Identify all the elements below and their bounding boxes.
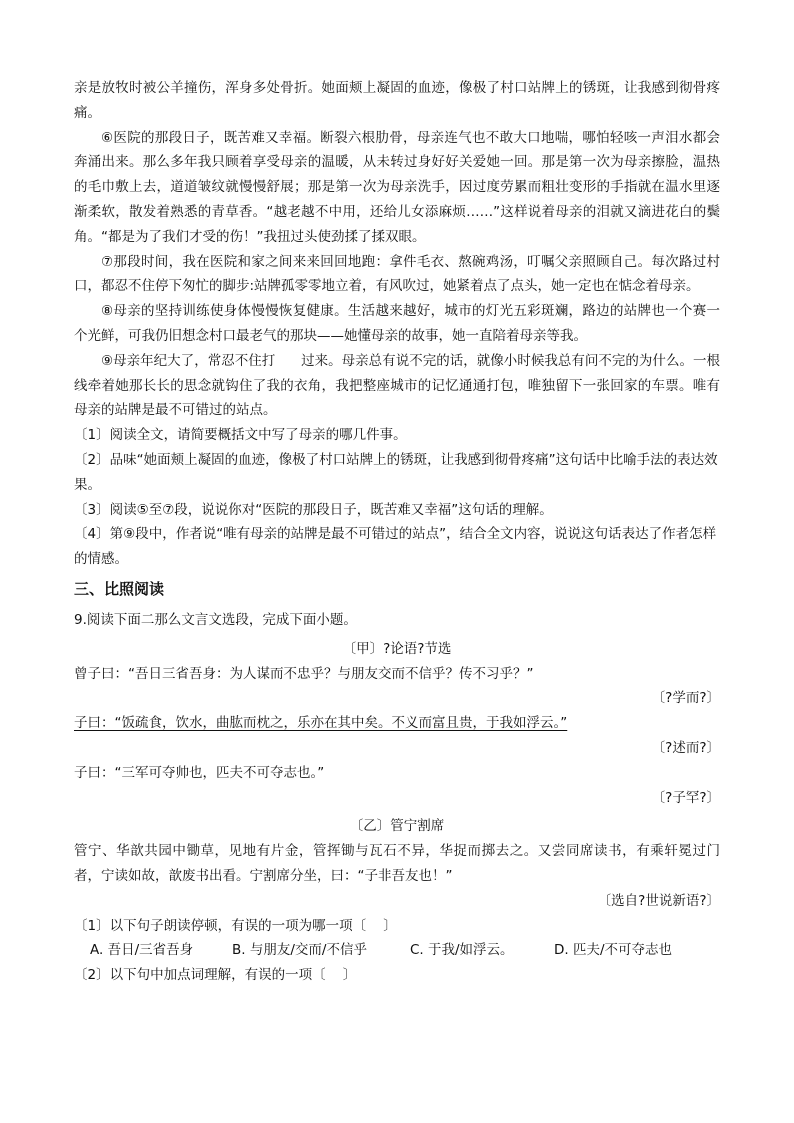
passage-yi-text: 管宁、华歆共园中锄草，见地有片金，管挥锄与瓦石不异，华捉而掷去之。又尝同席读书，有乘轩冕过门者，宁读如故，歆废书出看。宁割席分坐，曰：“子非吾友也！” (74, 843, 720, 884)
paragraph-7: ⑦那段时间，我在医院和家之间来来回回地跑：拿件毛衣、熬碗鸡汤，叮嘱父亲照顾自己。每次路过村口，都忍不住停下匆忙的脚步:站牌孤零零地立着，有风吹过，她紧着点了点头，她一定也在惦念着母亲。 (74, 253, 720, 295)
option-d: D. 匹夫/不可夺志也 (554, 942, 673, 959)
question-1: 〔1〕阅读全文，请简要概括文中写了母亲的哪几件事。 (74, 427, 407, 444)
option-b: B. 与朋友/交而/不信乎 (232, 942, 367, 959)
passage-jia-title: 〔甲〕?论语?节选 (342, 640, 452, 657)
paragraph-continued: 亲是放牧时被公羊撞伤，浑身多处骨折。她面颊上凝固的血迹，像极了村口站牌上的锈斑，让我感到彻骨疼痛。 (74, 80, 720, 121)
option-a: A. 吾日/三省吾身 (90, 942, 194, 959)
passage-yi-source: 〔选自?世说新语?〕 (597, 892, 720, 909)
passage-jia-line-3: 子曰：“三军可夺帅也，匹夫不可夺志也。” (74, 764, 325, 781)
question-3: 〔3〕阅读⑤至⑦段，说说你对“医院的那段日子，既苦难又幸福”这句话的理解。 (74, 501, 553, 518)
paragraph-9: ⑨母亲年纪大了，常忍不住打 过来。母亲总有说不完的话，就像小时候我总有问不完的为什么。一根 线牵着她那长长的思念就钩住了我的衣角，我把整座城市的记忆通通打包，唯独留下一张回家的车票。唯有母亲的站牌是最不可错过的站点。 (74, 352, 746, 419)
passage-jia-line-2 (74, 711, 720, 736)
underlined-text: 子曰：“饭疏食，饮水，曲肱而枕之，乐亦在其中矣。不义而富且贵，于我如浮云。” (74, 715, 568, 732)
sub-question-2: 〔2〕以下句中加点词理解，有误的一项〔 〕 (74, 967, 357, 984)
section-heading: 三、比照阅读 (74, 579, 165, 598)
paragraph-8: ⑧母亲的坚持训练使身体慢慢恢复健康。生活越来越好，城市的灯光五彩斑斓，路边的站牌也一个赛一个光鲜，可我仍旧想念村口最老气的那块——她懂母亲的故事，她一直陪着母亲等我。 (74, 303, 720, 344)
answer-options (74, 938, 720, 963)
sub-question-1: 〔1〕以下句子朗读停顿，有误的一项为哪一项〔 〕 (74, 917, 397, 934)
passage-jia-source-1: 〔?学而?〕 (651, 690, 720, 707)
question-2: 〔2〕品味“她面颊上凝固的血迹，像极了村口站牌上的锈斑，让我感到彻骨疼痛”这句话中比喻手法的表达效果。 (74, 451, 718, 493)
passage-yi-title: 〔乙〕管宁割席 (349, 818, 445, 835)
passage-jia-line-1: 曾子曰：“吾日三省吾身：为人谋而不忠乎？与朋友交而不信乎？传不习乎？” (74, 665, 534, 682)
paragraph-6: ⑥医院的那段日子，既苦难又幸福。断裂六根肋骨，母亲连气也不敢大口地喘，哪怕轻咳一声泪水都会奔涌出来。那么多年我只顾着享受母亲的温暖，从未转过身好好关爱她一回。那是第一次为母亲擦脸，温热的毛巾敷上去，道道皱纹就慢慢舒展；那是第一次为母亲洗手，因过度劳累而粗壮变形的手指就在温水里逐渐柔软，散发着熟悉的青草香。“越老越不中用，还给儿女添麻烦……”这样说着母亲的泪就又滴进花白的鬓角。“都是为了我们才受的伤！”我扭过头使劲揉了揉双眼。 (74, 129, 720, 245)
document-page (74, 76, 746, 988)
passage-jia-source-2: 〔?述而?〕 (651, 739, 720, 756)
question-4: 〔4〕第⑨段中，作者说“唯有母亲的站牌是最不可错过的站点”，结合全文内容，说说这句话表达了作者怎样的情感。 (74, 526, 717, 568)
passage-jia-source-3: 〔?子罕?〕 (651, 789, 720, 806)
section-intro: 9.阅读下面二那么文言文选段，完成下面小题。 (74, 611, 357, 628)
option-c: C. 于我/如浮云。 (410, 942, 514, 959)
